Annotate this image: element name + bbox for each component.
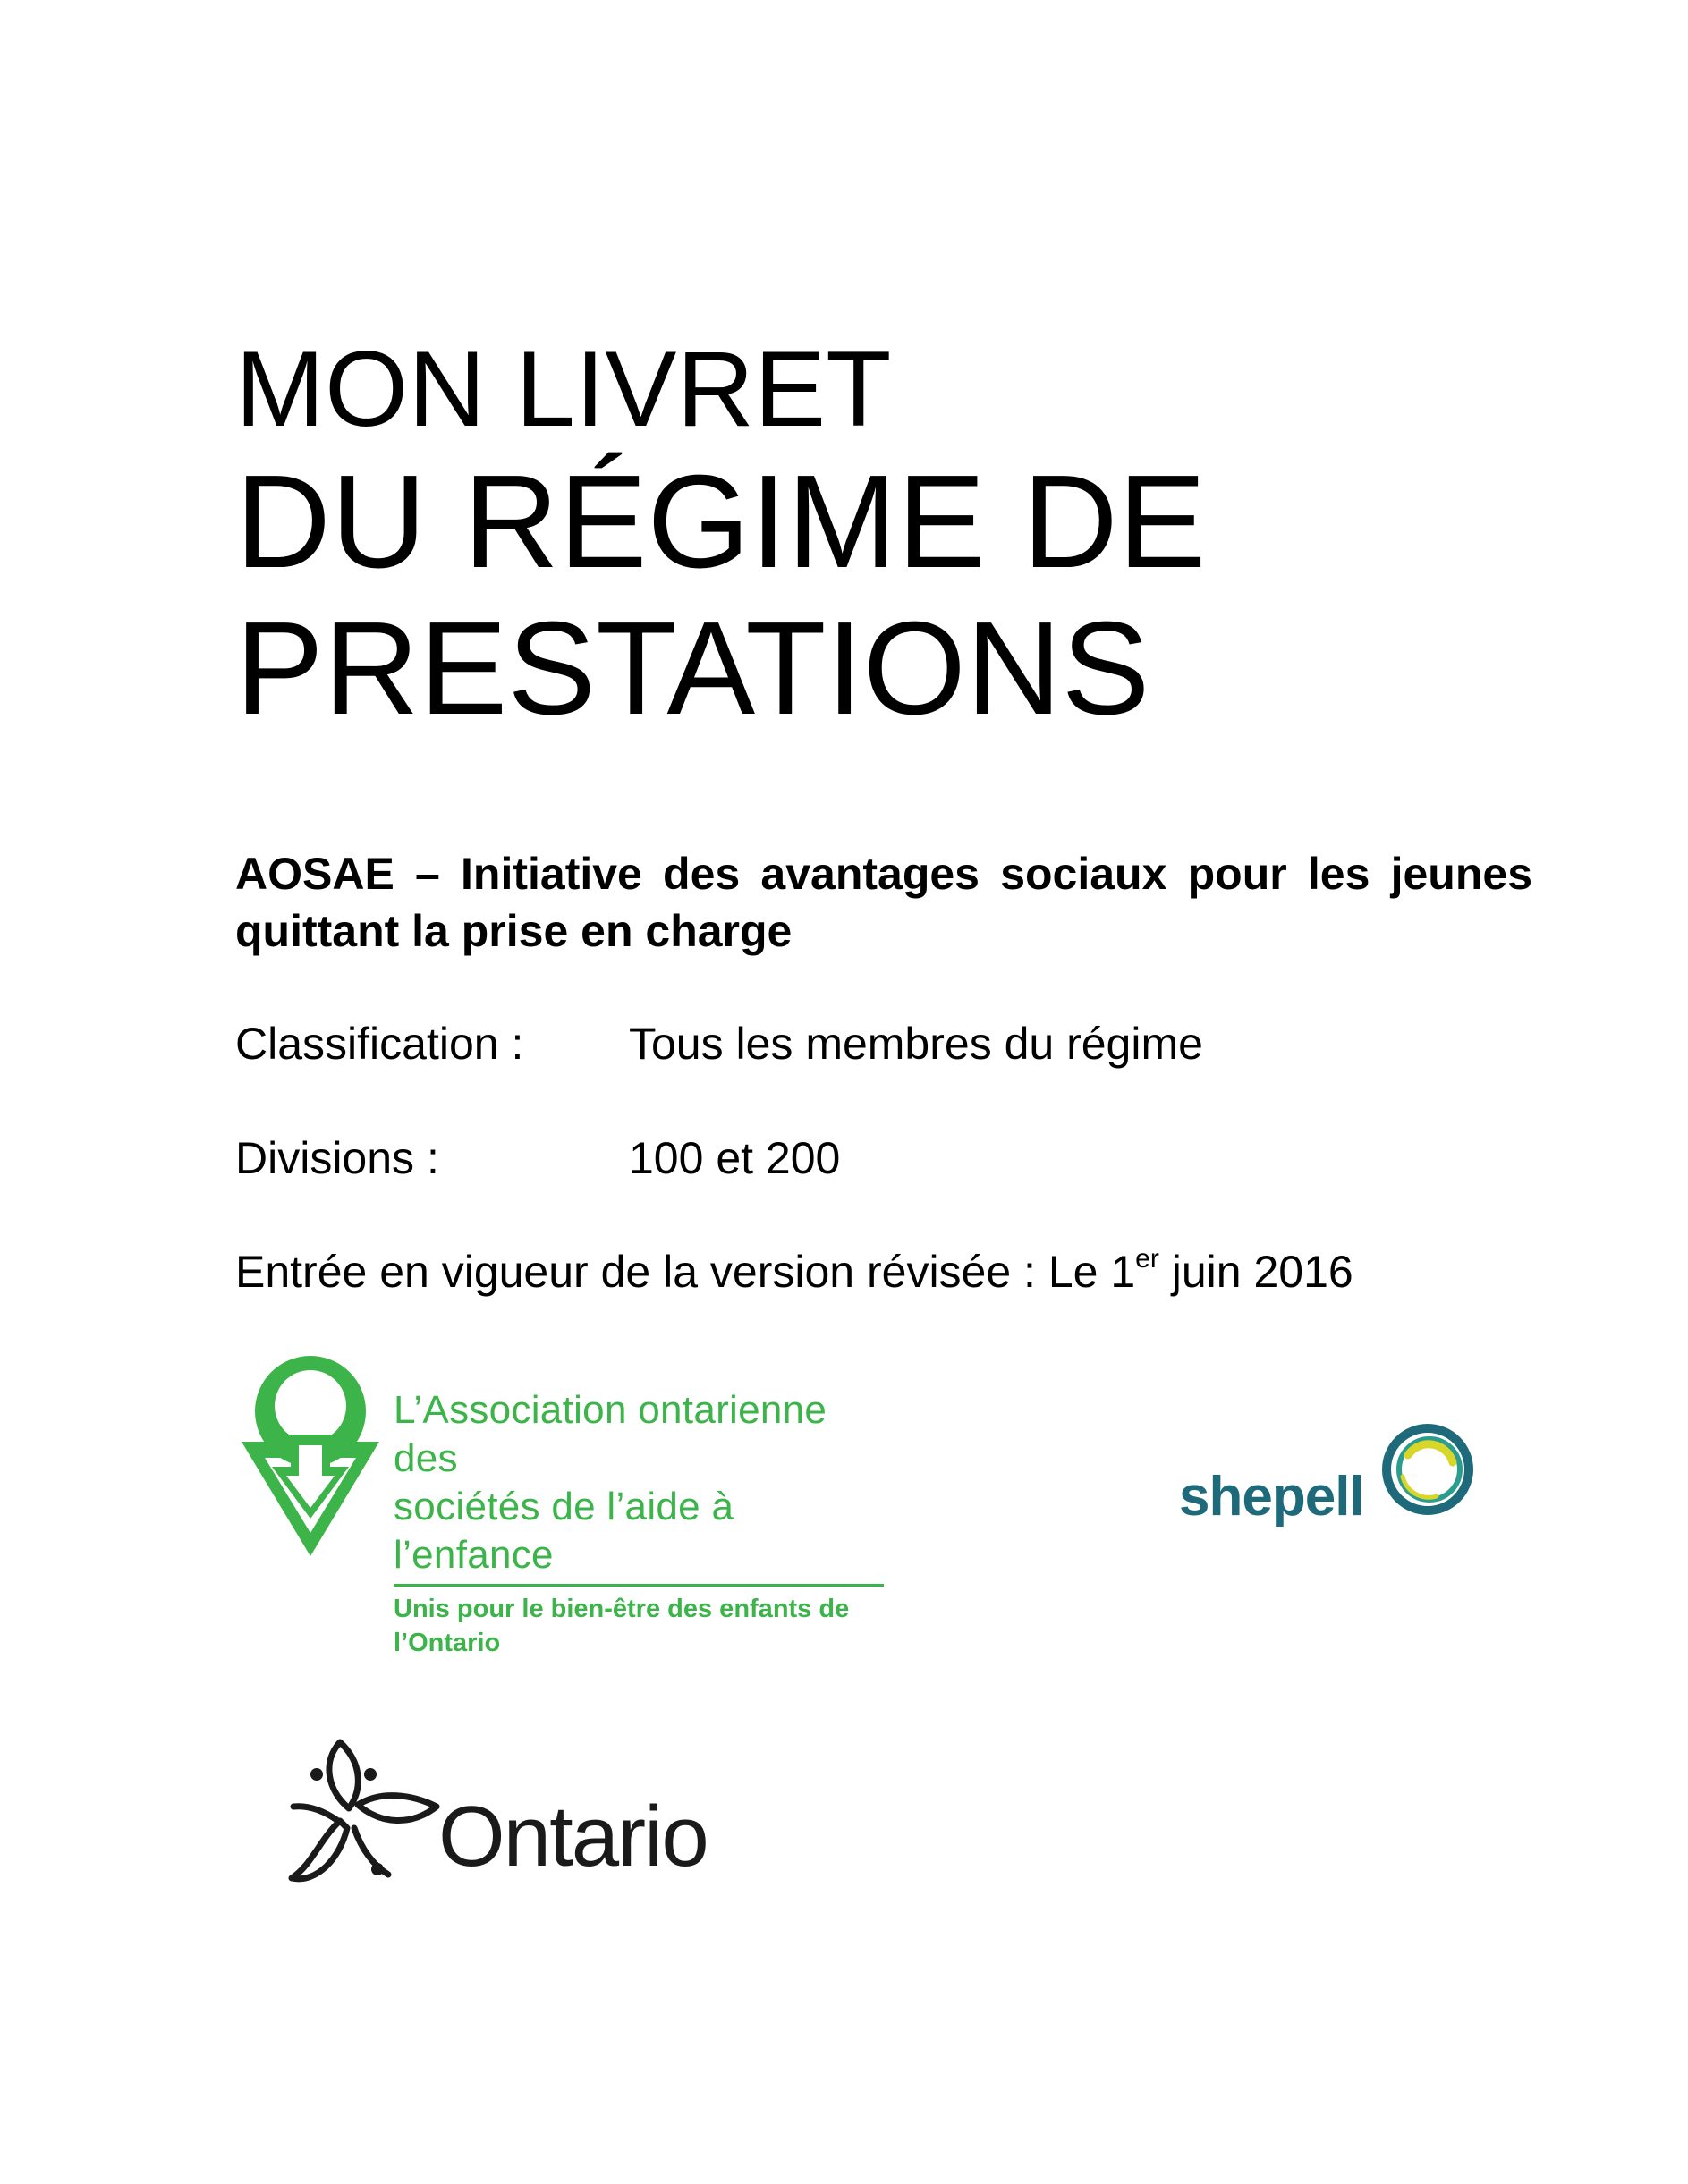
- divisions-row: [235, 1133, 841, 1183]
- effective-date-label: Entrée en vigueur de la version révisée : Le 1: [235, 1247, 1136, 1297]
- classification-label: Classification :: [235, 1019, 524, 1069]
- classification-row: [235, 1019, 1203, 1069]
- shepell-rings-icon: [1376, 1418, 1480, 1521]
- title-line-1: MON LIVRET: [235, 329, 892, 449]
- ontario-logo: [284, 1735, 750, 1914]
- classification-value: Tous les membres du régime: [629, 1019, 1203, 1069]
- divisions-value: 100 et 200: [629, 1133, 841, 1183]
- aosae-name-line-1: L’Association ontarienne des: [394, 1388, 827, 1480]
- ontario-wordmark: Ontario: [438, 1789, 708, 1884]
- effective-date-row: [235, 1244, 1353, 1297]
- document-title: [235, 329, 1532, 742]
- aosae-tagline: Unis pour le bien-être des enfants de l’Ontario: [394, 1595, 850, 1657]
- aosae-wordmark: [394, 1386, 896, 1660]
- shepell-wordmark: shepell: [1179, 1466, 1364, 1528]
- trillium-icon: [284, 1735, 445, 1914]
- aosae-divider: [394, 1584, 884, 1587]
- document-subtitle: AOSAE – Initiative des avantages sociaux pour les jeunes quittant la prise en charge: [235, 849, 1532, 956]
- aosae-logo: [234, 1349, 896, 1657]
- title-line-3: PRESTATIONS: [235, 595, 1150, 742]
- aosae-emblem-icon: [234, 1349, 386, 1563]
- effective-date-superscript: er: [1135, 1244, 1159, 1274]
- shepell-logo: [1179, 1418, 1483, 1543]
- divisions-label: Divisions :: [235, 1133, 439, 1183]
- title-line-2: DU RÉGIME DE: [235, 448, 1207, 596]
- aosae-name-line-2: sociétés de l’aide à l’enfance: [394, 1485, 734, 1577]
- effective-date-suffix: juin 2016: [1158, 1247, 1353, 1297]
